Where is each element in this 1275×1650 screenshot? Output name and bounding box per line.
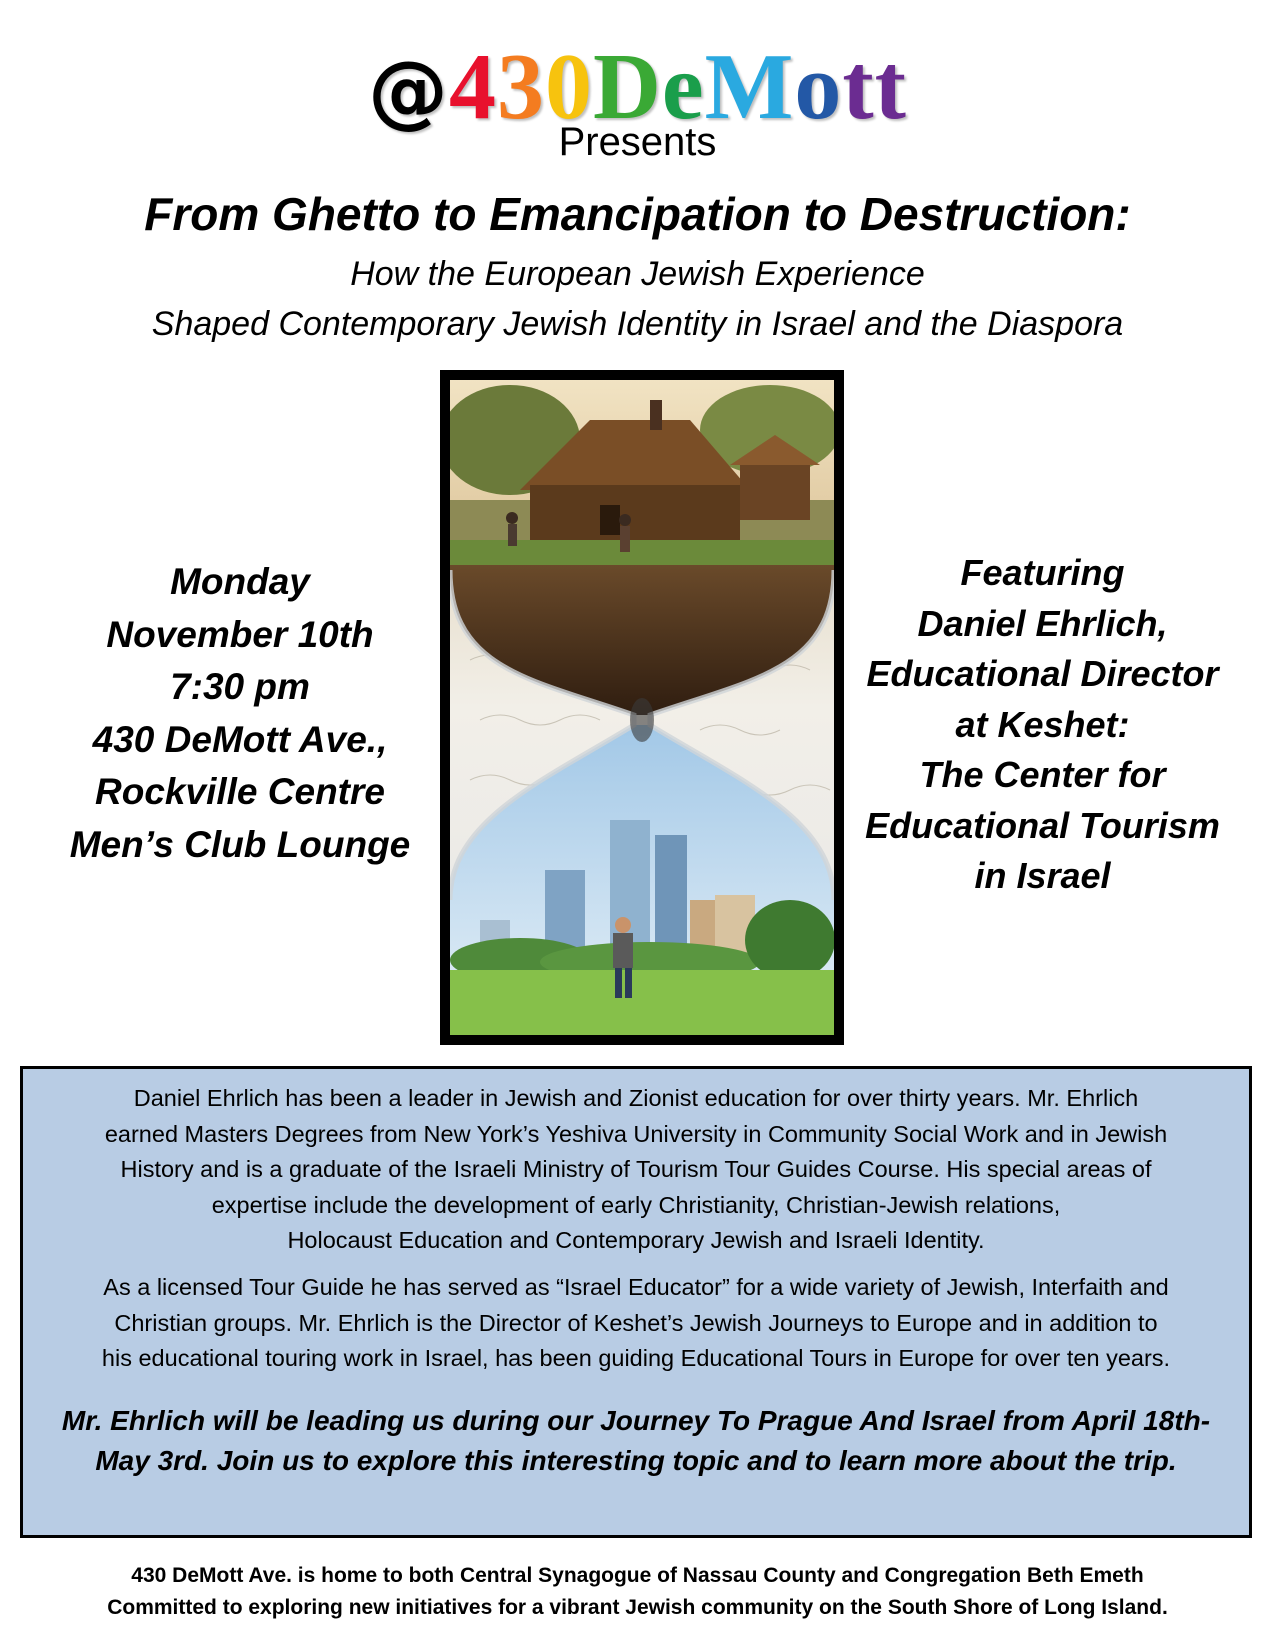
logo-digit-4: 4 [449, 35, 498, 139]
featuring-line-4: at Keshet: [955, 703, 1130, 745]
footer-line-2: Committed to exploring new initiatives for a vibrant Jewish community on the South Shore of Long Island. [107, 1596, 1168, 1619]
logo-letter-d: D [593, 35, 662, 139]
hourglass-image [440, 370, 844, 1045]
logo-letter-m: M [704, 35, 795, 139]
speaker-bio-box [20, 1066, 1252, 1538]
footer-line-1: 430 DeMott Ave. is home to both Central Synagogue of Nassau County and Congregation Beth Emeth [131, 1564, 1144, 1587]
event-subtitle-line-2: Shaped Contemporary Jewish Identity in Israel and the Diaspora [151, 305, 1124, 343]
hourglass-illustration [450, 380, 834, 1035]
logo-at: @ [368, 44, 450, 137]
event-address: 430 DeMott Ave., [92, 718, 388, 760]
bio-line: earned Masters Degrees from New York’s Yeshiva University in Community Social Work and in Jewish [104, 1120, 1168, 1147]
bio-line: Holocaust Education and Contemporary Jewish and Israeli Identity. [287, 1227, 985, 1253]
bio-paragraph-1 [31, 1081, 1241, 1259]
event-subtitle-line-1: How the European Jewish Experience [350, 255, 925, 293]
bio-line: History and is a graduate of the Israeli Ministry of Tourism Tour Guides Course. His special areas of [120, 1156, 1152, 1182]
presents-label: Presents [558, 120, 717, 164]
event-time: 7:30 pm [170, 666, 310, 707]
bio-line: expertise include the development of early Christianity, Christian-Jewish relations, [211, 1191, 1061, 1218]
bio-paragraph-2 [31, 1270, 1241, 1377]
logo-digit-0: 0 [545, 35, 594, 139]
featuring-line-6: Educational Tourism [865, 804, 1220, 846]
event-details [40, 556, 440, 871]
bio-line: As a licensed Tour Guide he has served as “Israel Educator” for a wide variety of Jewish, Interfaith and [103, 1274, 1169, 1300]
trip-line: Mr. Ehrlich will be leading us during our Journey To Prague And Israel from April 18th- [61, 1405, 1211, 1436]
bio-line: Christian groups. Mr. Ehrlich is the Director of Keshet’s Jewish Journeys to Europe and in addition to [114, 1309, 1158, 1336]
featuring-line-5: The Center for [919, 754, 1166, 795]
featuring-line-7: in Israel [974, 855, 1111, 896]
logo-digit-3: 3 [497, 35, 546, 139]
speaker-name: Daniel Ehrlich, [917, 602, 1168, 644]
featuring-line-1: Featuring [960, 552, 1125, 593]
trip-line: May 3rd. Join us to explore this interesting topic and to learn more about the trip. [95, 1445, 1177, 1476]
speaker-title: Educational Director [866, 653, 1219, 694]
bio-line: Daniel Ehrlich has been a leader in Jewish and Zionist education for over thirty years. Mr. Ehrlich [133, 1085, 1139, 1111]
bio-line: his educational touring work in Israel, has been guiding Educational Tours in Europe for over ten years. [101, 1345, 1171, 1371]
featuring-speaker [840, 548, 1245, 902]
logo-letter-e: e [661, 35, 705, 139]
footer [0, 1560, 1275, 1624]
event-town: Rockville Centre [95, 771, 385, 812]
logo-letters-tt: tt [842, 35, 907, 139]
event-date: November 10th [106, 613, 374, 655]
trip-announcement [31, 1401, 1241, 1481]
logo-letter-o: o [794, 35, 843, 139]
event-room: Men’s Club Lounge [69, 823, 411, 865]
event-title: From Ghetto to Emancipation to Destruction: [144, 188, 1131, 240]
event-day: Monday [170, 561, 310, 602]
